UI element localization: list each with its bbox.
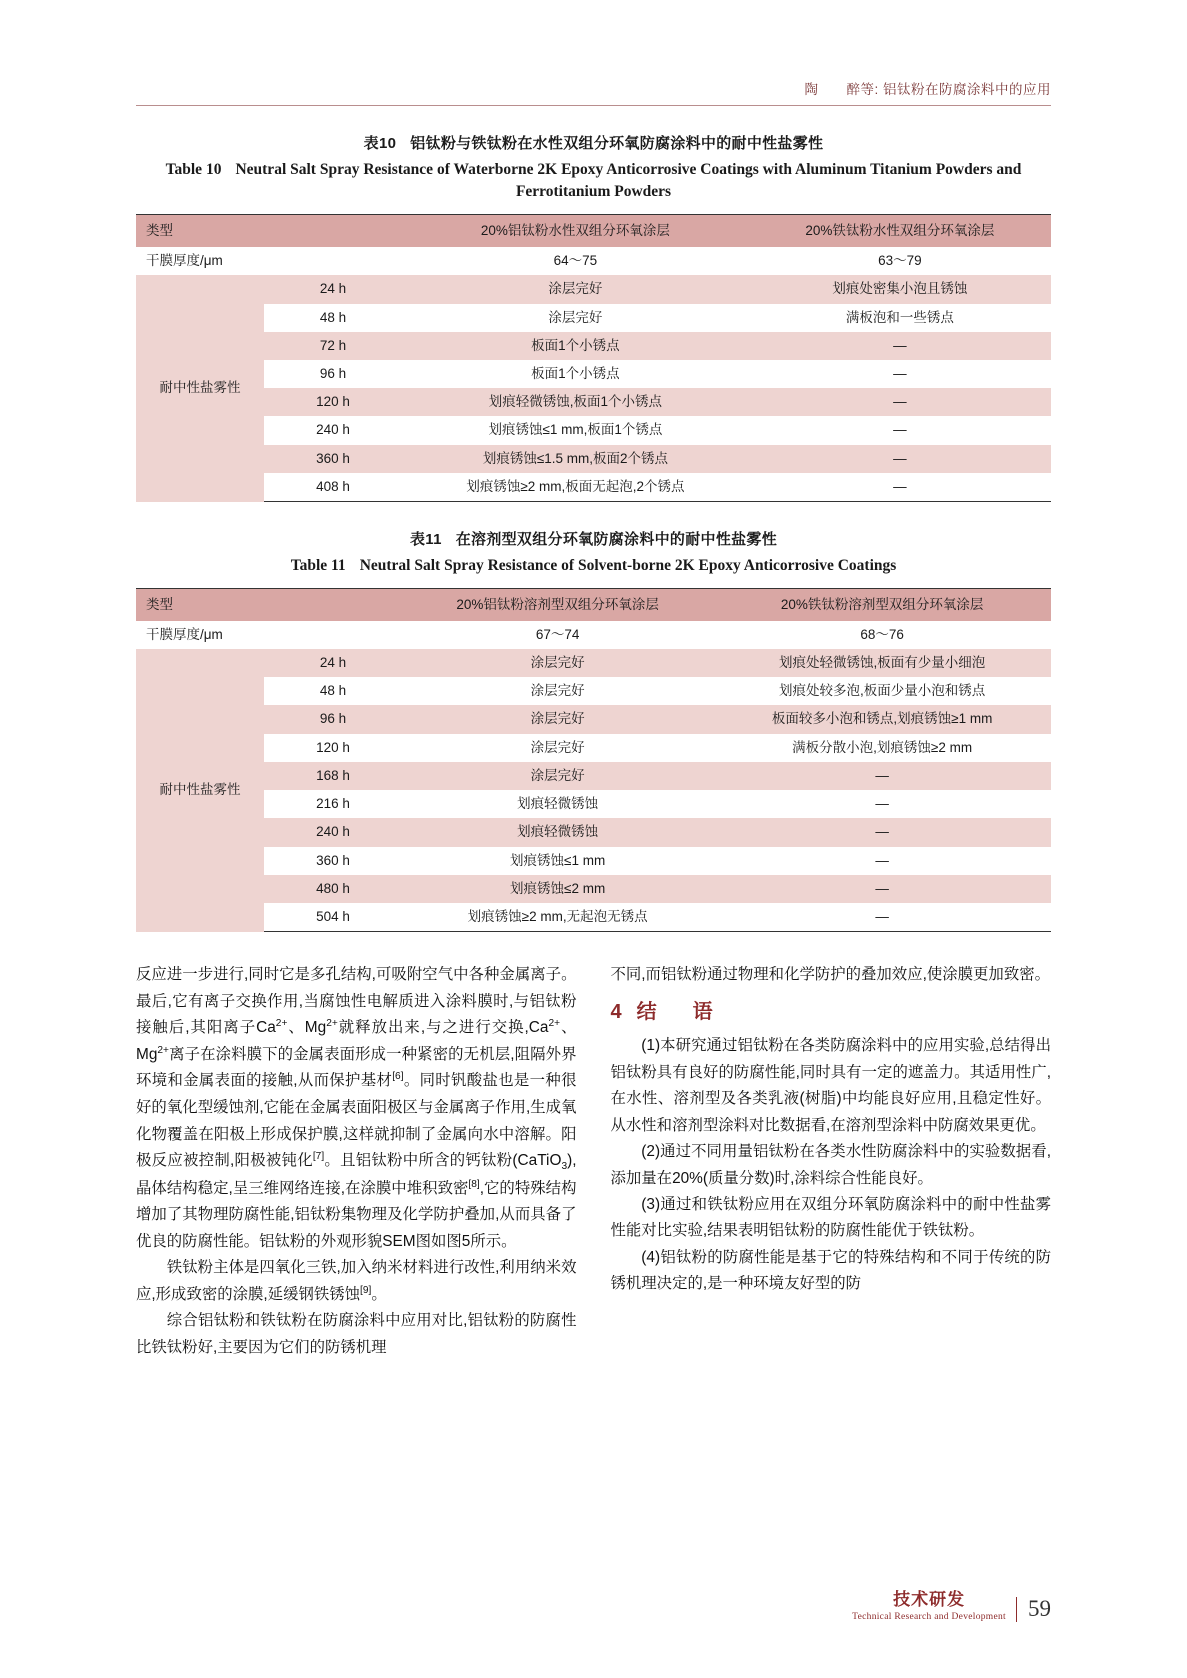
paragraph-continuation: 不同,而铝钛粉通过物理和化学防护的叠加效应,使涂膜更加致密。 xyxy=(610,966,1050,984)
table10-caption-en-number: Table 10 xyxy=(165,161,222,178)
table10-al-value: 划痕轻微锈蚀,板面1个小锈点 xyxy=(402,388,749,416)
right-column xyxy=(611,962,1052,1361)
paragraph xyxy=(136,1255,577,1308)
page xyxy=(0,78,1187,1678)
paragraph: 综合铝钛粉和铁钛粉在防腐涂料中应用对比,铝钛粉的防腐性比铁钛粉好,主要因为它们的防锈机理 xyxy=(136,1312,577,1356)
table11-time: 504 h xyxy=(264,903,402,932)
table11-caption-cn-number: 表11 xyxy=(409,531,442,549)
table10-fe-value: — xyxy=(749,388,1051,416)
table11-header-type: 类型 xyxy=(136,588,402,621)
table11-fe-value: 划痕处较多泡,板面少量小泡和锈点 xyxy=(713,677,1051,705)
page-number: 59 xyxy=(1016,1597,1051,1622)
table11-time: 240 h xyxy=(264,818,402,846)
table11-al-value: 划痕轻微锈蚀 xyxy=(402,790,713,818)
left-p1-e: 离子在涂料膜下的金属表面形成一种紧密的无机层,阻隔外界环境和金属表面的接触,从而保护基材 xyxy=(136,1045,577,1090)
table10-fe-value: — xyxy=(749,473,1051,502)
table11-thickness-fe: 68～76 xyxy=(713,621,1051,649)
table10-caption-cn-text: 铝钛粉与铁钛粉在水性双组分环氧防腐涂料中的耐中性盐雾性 xyxy=(410,135,824,152)
section-number: 4 xyxy=(610,1000,623,1023)
table11-caption-en-text: Neutral Salt Spray Resistance of Solvent-borne 2K Epoxy Anticorrosive Coatings xyxy=(359,557,897,575)
table11-caption-en xyxy=(136,555,1051,577)
table10-thickness-label: 干膜厚度/μm xyxy=(136,247,402,275)
table10-time: 120 h xyxy=(264,388,402,416)
table11-time: 96 h xyxy=(264,705,402,733)
footer-mark-cn: 技术研发 xyxy=(893,1590,966,1609)
table-row xyxy=(136,734,1051,762)
table11-time: 480 h xyxy=(264,875,402,903)
table-row xyxy=(136,790,1051,818)
table-row xyxy=(136,762,1051,790)
table11-time: 120 h xyxy=(264,734,402,762)
table10-al-value: 划痕锈蚀≤1 mm,板面1个锈点 xyxy=(402,416,749,444)
table10-header-al: 20%铝钛粉水性双组分环氧涂层 xyxy=(402,214,749,247)
table-row xyxy=(136,332,1051,360)
table-row xyxy=(136,445,1051,473)
left-p2-a: 铁钛粉主体是四氧化三铁,加入纳米材料进行改性,利用纳米效应,形成致密的涂膜,延缓钢铁锈蚀 xyxy=(136,1259,577,1303)
table11-group-label: 耐中性盐雾性 xyxy=(136,649,264,932)
table10-al-value: 涂层完好 xyxy=(402,275,749,303)
section-title: 结 语 xyxy=(636,1000,721,1023)
table11-header-al: 20%铝钛粉溶剂型双组分环氧涂层 xyxy=(402,588,713,621)
ion-charge: 2+ xyxy=(275,1018,288,1030)
table-10 xyxy=(136,214,1051,502)
left-p2-b: 。 xyxy=(371,1285,387,1303)
ion-charge: 2+ xyxy=(548,1018,561,1030)
left-p1-a: 反应进一步进行,同时它是多孔结构,可吸附空气中各种金属离子。最后,它有离子交换作用,当腐蚀性电解质进入涂料膜时,与铝钛粉接触后,其阳离子Ca xyxy=(136,966,577,1037)
left-p1-d: 、Mg xyxy=(136,1019,577,1063)
table-row xyxy=(136,875,1051,903)
paragraph: (3)通过和铁钛粉应用在双组分环氧防腐涂料中的耐中性盐雾性能对比实验,结果表明铝钛粉的防腐性能优于铁钛粉。 xyxy=(610,1196,1051,1240)
table11-al-value: 涂层完好 xyxy=(402,649,713,677)
table11-al-value: 涂层完好 xyxy=(402,705,713,733)
table11-al-value: 划痕锈蚀≤2 mm xyxy=(402,875,713,903)
citation-ref: [8] xyxy=(468,1178,480,1190)
citation-ref: [6] xyxy=(392,1071,404,1083)
table10-fe-value: — xyxy=(749,360,1051,388)
table10-caption-en-text: Neutral Salt Spray Resistance of Waterborne 2K Epoxy Anticorrosive Coatings with Aluminum Titanium Powders and Ferrotitanium Powders xyxy=(235,161,1022,201)
table10-fe-value: — xyxy=(749,332,1051,360)
table10-al-value: 划痕锈蚀≥2 mm,板面无起泡,2个锈点 xyxy=(402,473,749,502)
section-heading xyxy=(611,995,1052,1029)
table10-al-value: 板面1个小锈点 xyxy=(402,360,749,388)
table10-time: 96 h xyxy=(264,360,402,388)
table11-header-row xyxy=(136,588,1051,621)
paragraph: (2)通过不同用量铝钛粉在各类水性防腐涂料中的实验数据看,添加量在20%(质量分数)时,涂料综合性能良好。 xyxy=(610,1143,1051,1187)
table-row xyxy=(136,705,1051,733)
paragraph-continuation xyxy=(136,962,577,1255)
body-columns xyxy=(136,962,1051,1361)
table11-caption-cn xyxy=(136,528,1051,549)
table10-fe-value: — xyxy=(749,416,1051,444)
citation-ref: [7] xyxy=(312,1150,325,1162)
footer-mark xyxy=(852,1585,1006,1622)
left-p1-g: 。且铝钛粉中所含的钙钛粉(CaTiO xyxy=(324,1152,562,1170)
table-row xyxy=(136,388,1051,416)
ion-charge: 2+ xyxy=(326,1018,338,1030)
table10-time: 408 h xyxy=(264,473,402,502)
table11-al-value: 涂层完好 xyxy=(402,677,713,705)
table10-group-label: 耐中性盐雾性 xyxy=(136,275,264,501)
table-row xyxy=(136,416,1051,444)
running-head-title: 铝钛粉在防腐涂料中的应用 xyxy=(883,82,1051,97)
table11-time: 48 h xyxy=(264,677,402,705)
table-row xyxy=(136,304,1051,332)
left-p1-i: ,它的特殊结构增加了其物理防腐性能,铝钛粉集物理及化学防护叠加,从而具备了优良的防腐性能。铝钛粉的外观形貌SEM图如图5所示。 xyxy=(136,1179,577,1250)
page-footer xyxy=(852,1585,1051,1622)
table10-header-fe: 20%铁钛粉水性双组分环氧涂层 xyxy=(749,214,1051,247)
table-row xyxy=(136,847,1051,875)
table11-fe-value: 板面较多小泡和锈点,划痕锈蚀≥1 mm xyxy=(713,705,1051,733)
running-head xyxy=(136,78,1051,98)
table11-thickness-row xyxy=(136,621,1051,649)
table11-al-value: 划痕锈蚀≥2 mm,无起泡无锈点 xyxy=(402,903,713,932)
table11-fe-value: 满板分散小泡,划痕锈蚀≥2 mm xyxy=(713,734,1051,762)
table10-time: 240 h xyxy=(264,416,402,444)
table11-fe-value: — xyxy=(713,790,1051,818)
formula-subscript: 3 xyxy=(561,1161,568,1173)
table11-fe-value: — xyxy=(713,875,1051,903)
table-row xyxy=(136,360,1051,388)
table11-al-value: 划痕锈蚀≤1 mm xyxy=(402,847,713,875)
table10-header-row xyxy=(136,214,1051,247)
table10-time: 72 h xyxy=(264,332,402,360)
table11-time: 360 h xyxy=(264,847,402,875)
table11-fe-value: — xyxy=(713,762,1051,790)
citation-ref: [9] xyxy=(360,1284,372,1296)
table10-fe-value: — xyxy=(749,445,1051,473)
running-head-authors: 陶 醉等: xyxy=(804,82,879,97)
table-row xyxy=(136,649,1051,677)
table10-caption-cn xyxy=(136,132,1051,153)
table10-time: 360 h xyxy=(264,445,402,473)
table10-thickness-row xyxy=(136,247,1051,275)
paragraph: (1)本研究通过铝钛粉在各类防腐涂料中的应用实验,总结得出铝钛粉具有良好的防腐性能,同时具有一定的遮盖力。其适用性广,在水性、溶剂型及各类乳液(树脂)中均能良好应用,且稳定性好。从水性和溶剂型涂料对比数据看,在溶剂型涂料中防腐效果更优。 xyxy=(610,1037,1051,1134)
left-p1-c: 就释放出来,与之进行交换,Ca xyxy=(337,1019,549,1037)
table11-caption-en-number: Table 11 xyxy=(290,557,346,575)
table11-fe-value: — xyxy=(713,818,1051,846)
table11-fe-value: — xyxy=(713,847,1051,875)
table10-header-type: 类型 xyxy=(136,214,402,247)
table-row xyxy=(136,473,1051,502)
table10-thickness-fe: 63～79 xyxy=(749,247,1051,275)
table10-al-value: 涂层完好 xyxy=(402,304,749,332)
table10-fe-value: 满板泡和一些锈点 xyxy=(749,304,1051,332)
table11-fe-value: 划痕处轻微锈蚀,板面有少量小细泡 xyxy=(713,649,1051,677)
left-p1-f: 。同时钒酸盐也是一种很好的氧化型缓蚀剂,它能在金属表面阳极区与金属离子作用,生成氧化物覆盖在阳极上形成保护膜,这样就抑制了金属向水中溶解。阳极反应被控制,阳极被钝化 xyxy=(136,1072,577,1170)
table-row xyxy=(136,677,1051,705)
left-column xyxy=(136,962,577,1361)
left-p1-b: 、Mg xyxy=(287,1019,327,1037)
paragraph: (4)铝钛粉的防腐性能是基于它的特殊结构和不同于传统的防锈机理决定的,是一种环境友好型的防 xyxy=(610,1248,1051,1293)
left-p1-h: ),晶体结构稳定,呈三维网络连接,在涂膜中堆积致密 xyxy=(136,1152,577,1197)
table11-caption-cn-text: 在溶剂型双组分环氧防腐涂料中的耐中性盐雾性 xyxy=(455,531,778,549)
table11-al-value: 划痕轻微锈蚀 xyxy=(402,818,713,846)
table11-fe-value: — xyxy=(713,903,1051,932)
table-row xyxy=(136,903,1051,932)
table10-al-value: 板面1个小锈点 xyxy=(402,332,749,360)
table11-al-value: 涂层完好 xyxy=(402,734,713,762)
table11-thickness-label: 干膜厚度/μm xyxy=(136,621,402,649)
table-row xyxy=(136,818,1051,846)
table-row xyxy=(136,275,1051,303)
table10-al-value: 划痕锈蚀≤1.5 mm,板面2个锈点 xyxy=(402,445,749,473)
table10-fe-value: 划痕处密集小泡且锈蚀 xyxy=(749,275,1051,303)
table10-time: 24 h xyxy=(264,275,402,303)
table10-time: 48 h xyxy=(264,304,402,332)
ion-charge: 2+ xyxy=(157,1044,169,1056)
table10-thickness-al: 64～75 xyxy=(402,247,749,275)
table11-thickness-al: 67～74 xyxy=(402,621,713,649)
table11-time: 24 h xyxy=(264,649,402,677)
footer-mark-en: Technical Research and Development xyxy=(852,1612,1006,1622)
table10-caption-cn-number: 表10 xyxy=(363,135,397,152)
table10-caption-en xyxy=(136,159,1051,204)
table-11 xyxy=(136,588,1051,933)
table11-al-value: 涂层完好 xyxy=(402,762,713,790)
table11-header-fe: 20%铁钛粉溶剂型双组分环氧涂层 xyxy=(713,588,1051,621)
table11-time: 168 h xyxy=(264,762,402,790)
table11-time: 216 h xyxy=(264,790,402,818)
running-head-rule xyxy=(136,105,1051,106)
